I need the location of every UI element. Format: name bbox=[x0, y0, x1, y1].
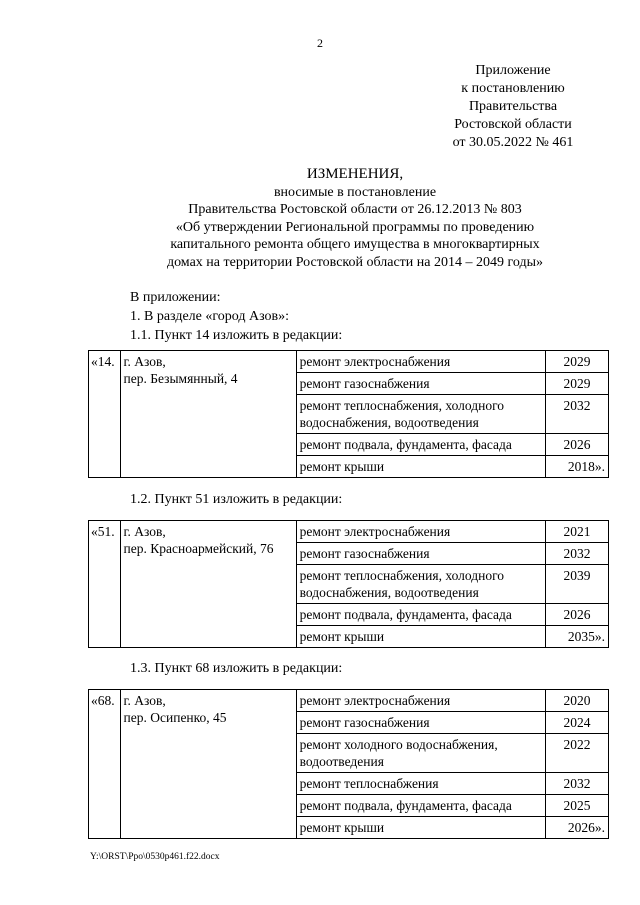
point-14-table bbox=[88, 350, 609, 478]
address bbox=[120, 690, 296, 839]
work-type: ремонт электроснабжения bbox=[296, 521, 545, 543]
title-line: Правительства Ростовской области от 26.12.2013 № 803 bbox=[188, 202, 522, 217]
intro-text bbox=[130, 288, 342, 345]
year: 2032 bbox=[545, 543, 608, 565]
year: 2029 bbox=[545, 351, 608, 373]
title-line: вносимые в постановление bbox=[273, 184, 437, 200]
annex-line: Ростовской области bbox=[454, 117, 572, 132]
annex-block bbox=[448, 62, 578, 152]
address-line: г. Азов, bbox=[123, 693, 166, 708]
year: 2025 bbox=[545, 795, 608, 817]
point-51-table bbox=[88, 520, 609, 648]
year: 2039 bbox=[545, 565, 608, 604]
work-type: ремонт подвала, фундамента, фасада bbox=[296, 795, 545, 817]
work-type: ремонт электроснабжения bbox=[296, 351, 545, 373]
year: 2035». bbox=[545, 626, 608, 648]
intro-line: 1. В разделе «город Азов»: bbox=[130, 309, 290, 324]
page-number: 2 bbox=[317, 36, 323, 50]
point-heading: 1.2. Пункт 51 изложить в редакции: bbox=[130, 492, 343, 507]
annex-line: к постановлению bbox=[461, 81, 565, 96]
title-line: ИЗМЕНЕНИЯ, bbox=[306, 166, 404, 182]
annex-line: от 30.05.2022 № 461 bbox=[452, 135, 574, 150]
year: 2021 bbox=[545, 521, 608, 543]
work-type: ремонт электроснабжения bbox=[296, 690, 545, 712]
year: 2026». bbox=[545, 817, 608, 839]
address bbox=[120, 521, 296, 648]
address-line: г. Азов, bbox=[123, 354, 166, 369]
work-type: ремонт крыши bbox=[296, 817, 545, 839]
point-number: «14. bbox=[89, 351, 121, 478]
year: 2032 bbox=[545, 773, 608, 795]
work-type: ремонт теплоснабжения, холодного водоснабжения, водоотведения bbox=[296, 395, 545, 434]
address bbox=[120, 351, 296, 478]
address-line: г. Азов, bbox=[123, 524, 166, 539]
intro-line: 1.1. Пункт 14 изложить в редакции: bbox=[130, 328, 343, 343]
annex-line: Приложение bbox=[475, 63, 551, 78]
point-number: «51. bbox=[89, 521, 121, 648]
work-type: ремонт теплоснабжения, холодного водоснабжения, водоотведения bbox=[296, 565, 545, 604]
work-type: ремонт теплоснабжения bbox=[296, 773, 545, 795]
point-heading: 1.3. Пункт 68 изложить в редакции: bbox=[130, 661, 343, 676]
work-type: ремонт крыши bbox=[296, 456, 545, 478]
year: 2026 bbox=[545, 434, 608, 456]
address-line: пер. Безымянный, 4 bbox=[123, 371, 238, 386]
work-type: ремонт подвала, фундамента, фасада bbox=[296, 604, 545, 626]
work-type: ремонт подвала, фундамента, фасада bbox=[296, 434, 545, 456]
year: 2024 bbox=[545, 712, 608, 734]
title-line: капитального ремонта общего имущества в многоквартирных bbox=[170, 237, 540, 252]
point-68-table bbox=[88, 689, 609, 839]
work-type: ремонт холодного водоснабжения, водоотведения bbox=[296, 734, 545, 773]
year: 2032 bbox=[545, 395, 608, 434]
work-type: ремонт газоснабжения bbox=[296, 543, 545, 565]
work-type: ремонт газоснабжения bbox=[296, 712, 545, 734]
work-type: ремонт крыши bbox=[296, 626, 545, 648]
year: 2029 bbox=[545, 373, 608, 395]
year: 2026 bbox=[545, 604, 608, 626]
file-path-footer: Y:\ORST\Ppo\0530p461.f22.docx bbox=[90, 852, 220, 862]
annex-line: Правительства bbox=[468, 99, 558, 114]
year: 2022 bbox=[545, 734, 608, 773]
document-title bbox=[130, 166, 580, 271]
title-line: «Об утверждении Региональной программы по проведению bbox=[175, 219, 535, 235]
intro-line: В приложении: bbox=[130, 290, 221, 305]
address-line: пер. Красноармейский, 76 bbox=[123, 541, 274, 556]
year: 2018». bbox=[545, 456, 608, 478]
address-line: пер. Осипенко, 45 bbox=[123, 710, 227, 725]
point-number: «68. bbox=[89, 690, 121, 839]
work-type: ремонт газоснабжения bbox=[296, 373, 545, 395]
title-line: домах на территории Ростовской области на 2014 – 2049 годы» bbox=[166, 254, 544, 270]
year: 2020 bbox=[545, 690, 608, 712]
